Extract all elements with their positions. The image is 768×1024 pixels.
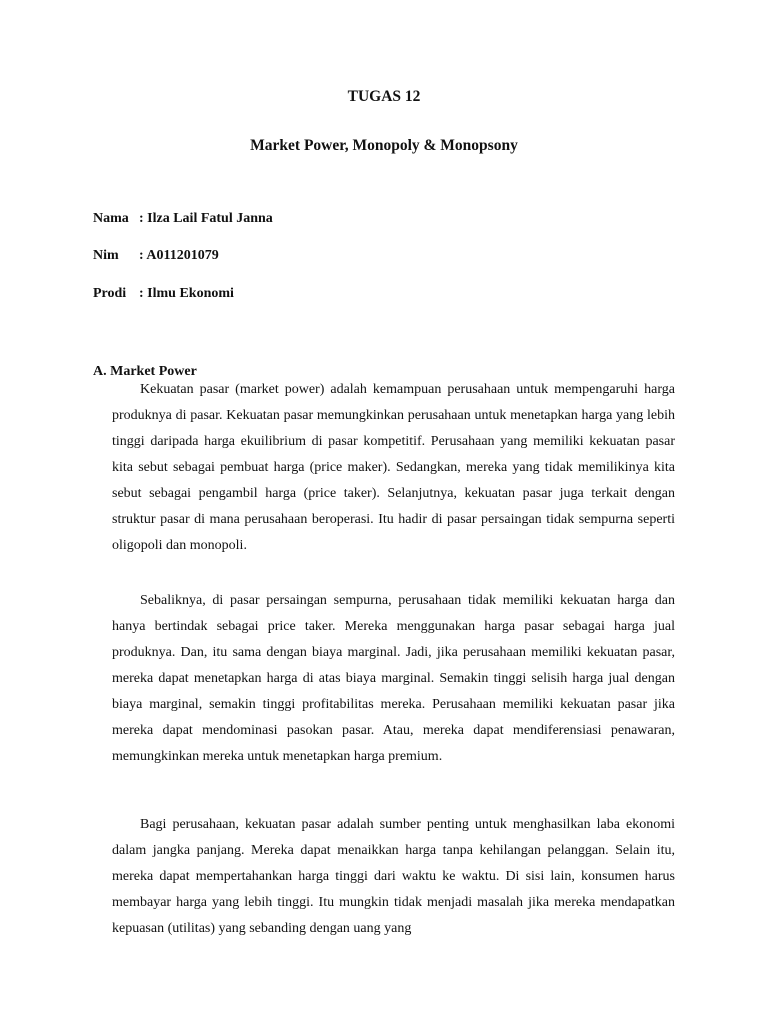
identity-name-label: Nama [93,211,129,226]
identity-nim [93,248,219,264]
identity-name-value: : Ilza Lail Fatul Janna [139,211,273,226]
identity-prodi-value: : Ilmu Ekonomi [139,286,234,301]
identity-prodi-label: Prodi [93,286,127,301]
section-heading: A. Market Power [93,364,197,379]
identity-name [93,211,273,227]
document-title: TUGAS 12 [347,88,421,105]
identity-prodi [93,286,234,302]
paragraph: Sebaliknya, di pasar persaingan sempurna, perusahaan tidak memiliki kekuatan harga dan hanya bertindak sebagai price taker. Mereka menggunakan harga pasar sebagai harga jual produknya. Dan, itu sama dengan biaya marginal. Jadi, jika perusahaan memiliki kekuatan pasar, mereka dapat menetapkan harga di atas biaya marginal. Semakin tinggi selisih harga jual dengan biaya marginal, semakin tinggi profitabilitas mereka. Perusahaan memiliki kekuatan pasar jika mereka dapat mendominasi pasokan pasar. Atau, mereka dapat mendiferensiasi penawaran, memungkinkan mereka untuk menetapkan harga premium. [112,593,675,764]
identity-nim-value: : A011201079 [139,248,219,263]
paragraph: Bagi perusahaan, kekuatan pasar adalah sumber penting untuk menghasilkan laba ekonomi dalam jangka panjang. Mereka dapat menaikkan harga tanpa kehilangan pelanggan. Selain itu, mereka dapat mempertahankan harga tinggi dari waktu ke waktu. Di sisi lain, konsumen harus membayar harga yang lebih tinggi. Itu mungkin tidak menjadi masalah jika mereka mendapatkan kepuasan (utilitas) yang sebanding dengan uang yang [112,817,675,936]
identity-nim-label: Nim [93,248,119,263]
paragraph: Kekuatan pasar (market power) adalah kemampuan perusahaan untuk mempengaruhi harga produknya di pasar. Kekuatan pasar memungkinkan perusahaan untuk menetapkan harga yang lebih tinggi daripada harga ekuilibrium di pasar kompetitif. Perusahaan yang memiliki kekuatan pasar kita sebut sebagai pembuat harga (price maker). Sedangkan, mereka yang tidak memilikinya kita sebut sebagai pengambil harga (price taker). Selanjutnya, kekuatan pasar juga terkait dengan struktur pasar di mana perusahaan beroperasi. Itu hadir di pasar persaingan tidak sempurna seperti oligopoli dan monopoli. [112,382,675,553]
document-subtitle: Market Power, Monopoly & Monopsony [250,137,518,154]
